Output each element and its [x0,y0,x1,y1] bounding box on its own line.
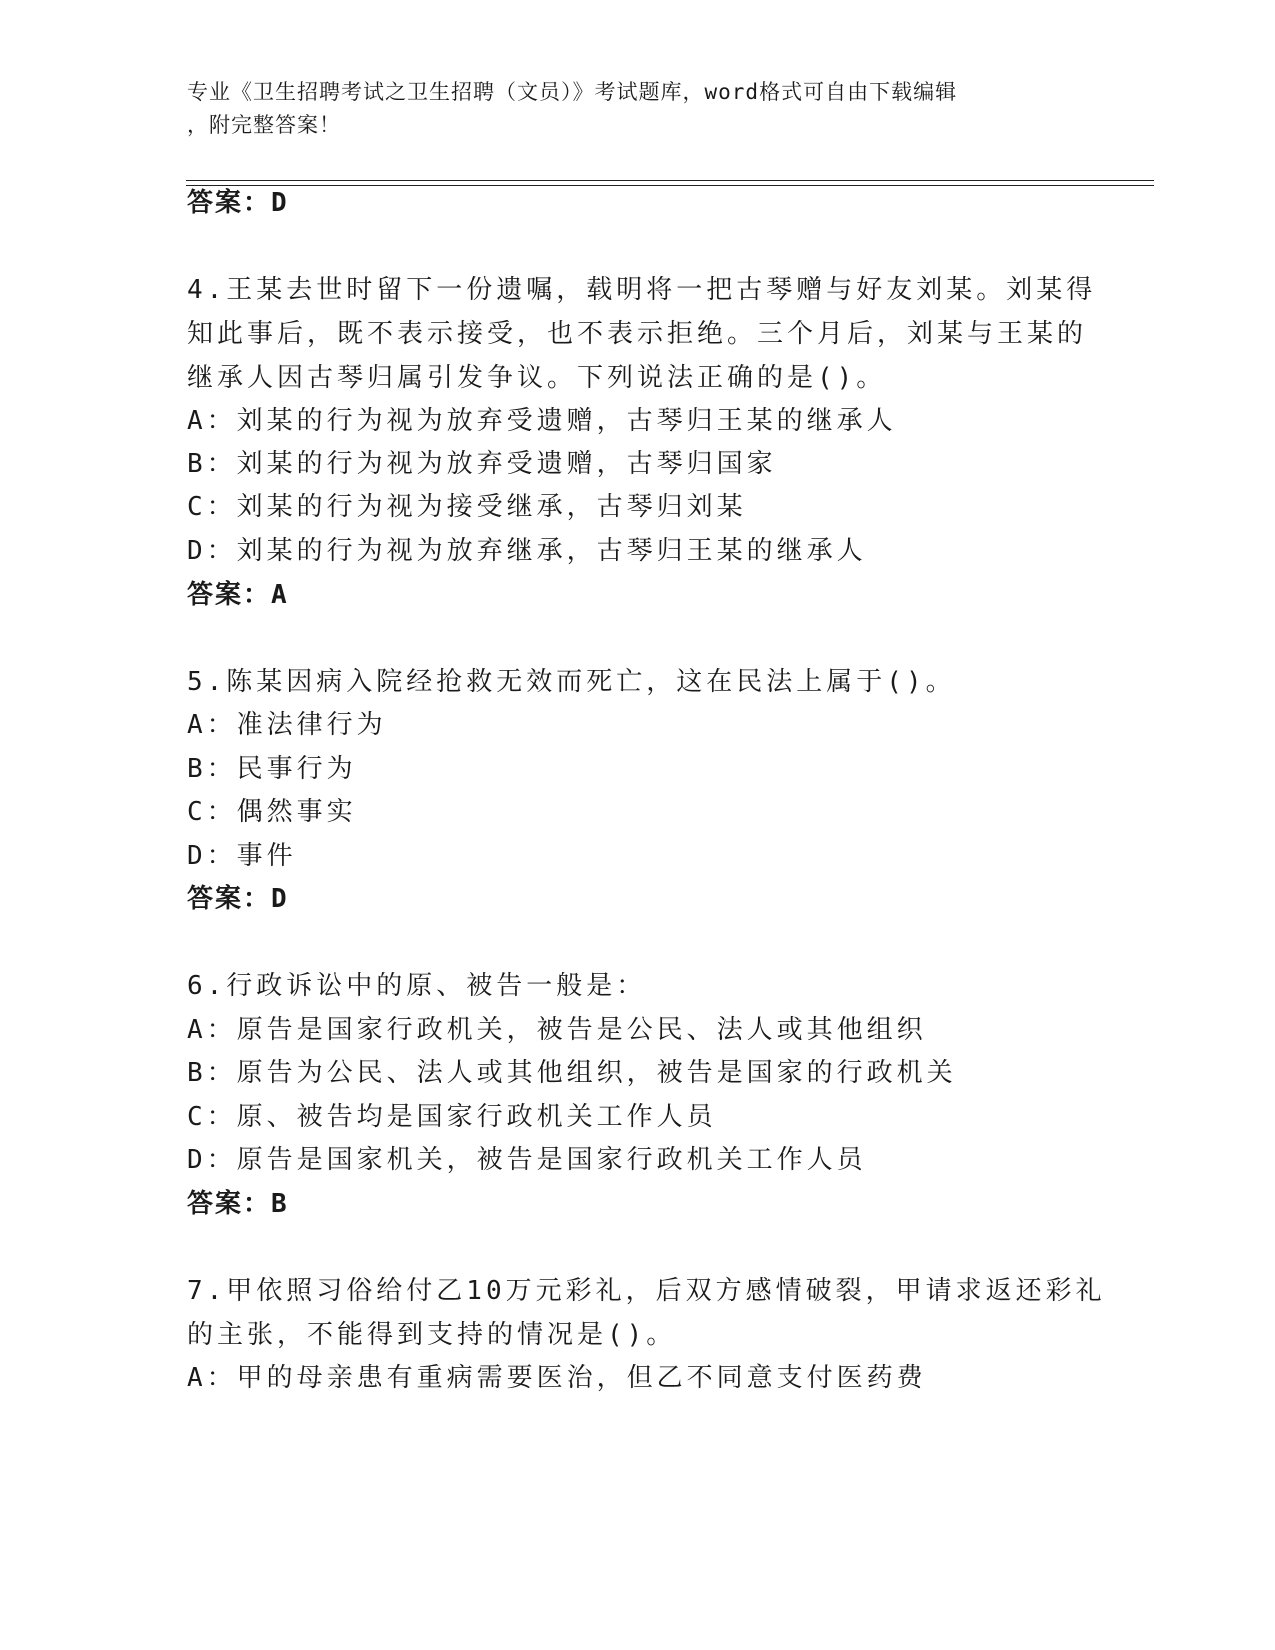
question-4-stem-line-1: 4.王某去世时留下一份遗嘱，载明将一把古琴赠与好友刘某。刘某得 [187,275,1097,305]
question-5-answer: 答案：D [187,884,289,914]
question-6-option-d: D：原告是国家机关，被告是国家行政机关工作人员 [187,1145,867,1175]
question-4-answer: 答案：A [187,580,289,610]
question-4-option-d: D：刘某的行为视为放弃继承，古琴归王某的继承人 [187,536,867,566]
question-4-option-b: B：刘某的行为视为放弃受遗赠，古琴归国家 [187,449,777,479]
document-header [187,76,1067,142]
question-6-answer: 答案：B [187,1189,289,1219]
question-6-stem-line-1: 6.行政诉讼中的原、被告一般是： [187,971,647,1001]
question-4-option-c: C：刘某的行为视为接受继承，古琴归刘某 [187,492,747,522]
question-5-option-c: C：偶然事实 [187,797,357,827]
question-7-stem-line-2: 的主张，不能得到支持的情况是()。 [187,1320,677,1350]
question-4-stem-line-3: 继承人因古琴归属引发争议。下列说法正确的是()。 [187,363,887,393]
header-rule-bottom [186,185,1154,186]
header-rule-top [186,180,1154,181]
header-line-1: 专业《卫生招聘考试之卫生招聘（文员）》考试题库，word格式可自由下载编辑 [187,80,958,104]
question-6-option-c: C：原、被告均是国家行政机关工作人员 [187,1102,717,1132]
header-line-2: ，附完整答案！ [187,113,341,137]
question-7-stem-line-1: 7.甲依照习俗给付乙10万元彩礼，后双方感情破裂，甲请求返还彩礼 [187,1276,1106,1306]
answer-previous: 答案：D [187,188,289,218]
question-6-option-b: B：原告为公民、法人或其他组织，被告是国家的行政机关 [187,1058,957,1088]
question-5-stem-line-1: 5.陈某因病入院经抢救无效而死亡，这在民法上属于()。 [187,667,956,697]
question-4-option-a: A：刘某的行为视为放弃受遗赠，古琴归王某的继承人 [187,406,897,436]
question-5-option-b: B：民事行为 [187,754,357,784]
question-4-stem-line-2: 知此事后，既不表示接受，也不表示拒绝。三个月后，刘某与王某的 [187,319,1088,349]
question-5-option-a: A：准法律行为 [187,710,387,740]
question-7-option-a: A：甲的母亲患有重病需要医治，但乙不同意支付医药费 [187,1363,927,1393]
question-5-option-d: D：事件 [187,841,297,871]
question-6-option-a: A：原告是国家行政机关，被告是公民、法人或其他组织 [187,1015,927,1045]
